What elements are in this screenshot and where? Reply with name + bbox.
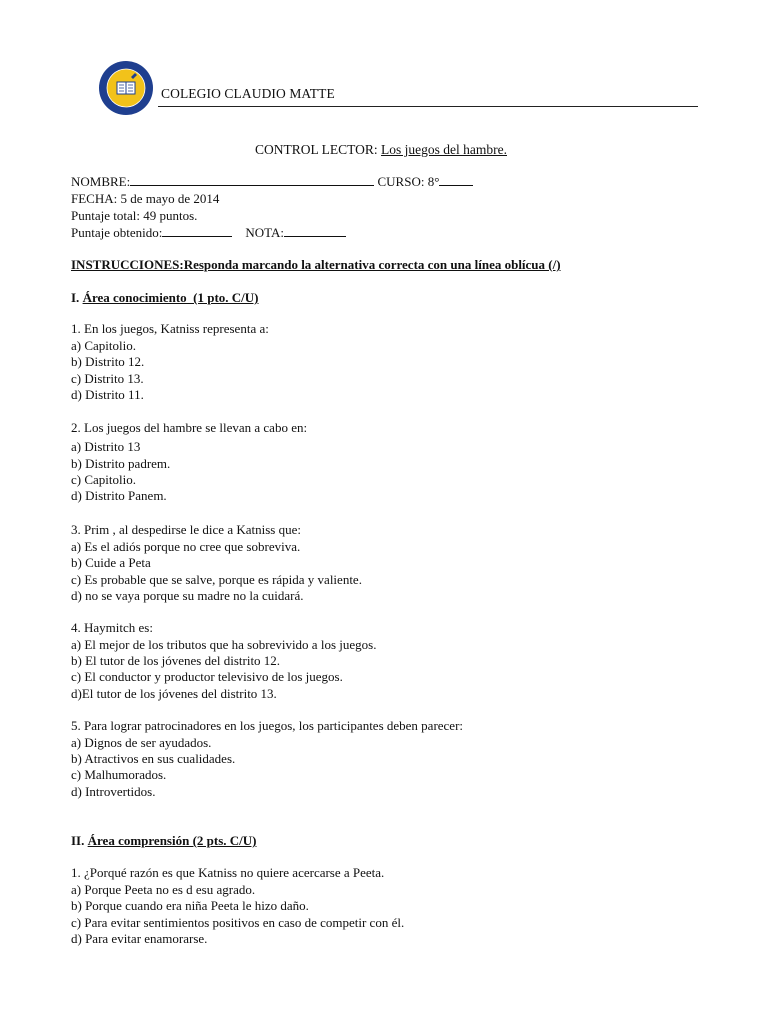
option-c[interactable]: c) Distrito 13. xyxy=(71,371,144,386)
option-d[interactable]: d) Introvertidos. xyxy=(71,784,156,799)
option-b[interactable]: b) Cuide a Peta xyxy=(71,555,151,570)
section2-number: II. xyxy=(71,833,88,848)
puntaje-line xyxy=(71,225,346,241)
section1-heading xyxy=(71,290,259,306)
option-a[interactable]: a) Distrito 13 xyxy=(71,439,141,454)
curso-field[interactable] xyxy=(439,174,473,186)
title-prefix: CONTROL LECTOR: xyxy=(255,142,382,157)
option-b[interactable]: b) Distrito 12. xyxy=(71,354,145,369)
option-a[interactable]: a) Capitolio. xyxy=(71,338,136,353)
option-a[interactable]: a) Es el adiós porque no cree que sobreviva. xyxy=(71,539,301,554)
question-text: 3. Prim , al despedirse le dice a Katniss que: xyxy=(71,522,301,537)
nombre-field[interactable] xyxy=(130,174,374,186)
option-d[interactable]: d) no se vaya porque su madre no la cuidará. xyxy=(71,588,304,603)
nombre-label: NOMBRE: xyxy=(71,174,131,189)
option-b[interactable]: b) Distrito padrem. xyxy=(71,456,171,471)
option-a[interactable]: a) Porque Peeta no es d esu agrado. xyxy=(71,882,256,897)
section1-title: Área conocimiento (1 pto. C/U) xyxy=(82,290,259,305)
curso-label: CURSO: 8° xyxy=(377,174,440,189)
nota-field[interactable] xyxy=(284,225,346,237)
header-rule xyxy=(158,106,698,107)
option-d[interactable]: d)El tutor de los jóvenes del distrito 13. xyxy=(71,686,277,701)
puntaje-obtenido-label: Puntaje obtenido: xyxy=(71,225,163,240)
option-a[interactable]: a) El mejor de los tributos que ha sobrevivido a los juegos. xyxy=(71,637,377,652)
book-title: Los juegos del hambre. xyxy=(381,142,507,157)
nombre-line xyxy=(71,174,473,190)
option-d[interactable]: d) Para evitar enamorarse. xyxy=(71,931,208,946)
puntaje-total: Puntaje total: 49 puntos. xyxy=(71,208,198,223)
fecha: FECHA: 5 de mayo de 2014 xyxy=(71,191,220,206)
option-a[interactable]: a) Dignos de ser ayudados. xyxy=(71,735,212,750)
instructions: INSTRUCCIONES:Responda marcando la alternativa correcta con una línea oblícua (/) xyxy=(71,257,561,272)
question-text: 1. En los juegos, Katniss representa a: xyxy=(71,321,269,336)
option-d[interactable]: d) Distrito 11. xyxy=(71,387,144,402)
puntaje-obtenido-field[interactable] xyxy=(162,225,232,237)
question-text: 1. ¿Porqué razón es que Katniss no quiere acercarse a Peeta. xyxy=(71,865,385,880)
question-text: 5. Para lograr patrocinadores en los juegos, los participantes deben parecer: xyxy=(71,718,464,733)
option-b[interactable]: b) Atractivos en sus cualidades. xyxy=(71,751,236,766)
section1-number: I. xyxy=(71,290,83,305)
option-c[interactable]: c) Para evitar sentimientos positivos en caso de competir con él. xyxy=(71,915,405,930)
question-text: 4. Haymitch es: xyxy=(71,620,153,635)
option-d[interactable]: d) Distrito Panem. xyxy=(71,488,167,503)
option-b[interactable]: b) El tutor de los jóvenes del distrito 12. xyxy=(71,653,281,668)
option-c[interactable]: c) Malhumorados. xyxy=(71,767,167,782)
school-logo xyxy=(98,60,154,116)
school-name: COLEGIO CLAUDIO MATTE xyxy=(161,86,335,101)
question-text: 2. Los juegos del hambre se llevan a cabo en: xyxy=(71,420,308,435)
option-c[interactable]: c) Es probable que se salve, porque es rápida y valiente. xyxy=(71,572,362,587)
option-b[interactable]: b) Porque cuando era niña Peeta le hizo daño. xyxy=(71,898,309,913)
page-title xyxy=(255,142,507,158)
section2-heading xyxy=(71,833,257,849)
section2-title: Área comprensión (2 pts. C/U) xyxy=(87,833,257,848)
option-c[interactable]: c) Capitolio. xyxy=(71,472,136,487)
nota-label: NOTA: xyxy=(245,225,285,240)
option-c[interactable]: c) El conductor y productor televisivo de los juegos. xyxy=(71,669,343,684)
